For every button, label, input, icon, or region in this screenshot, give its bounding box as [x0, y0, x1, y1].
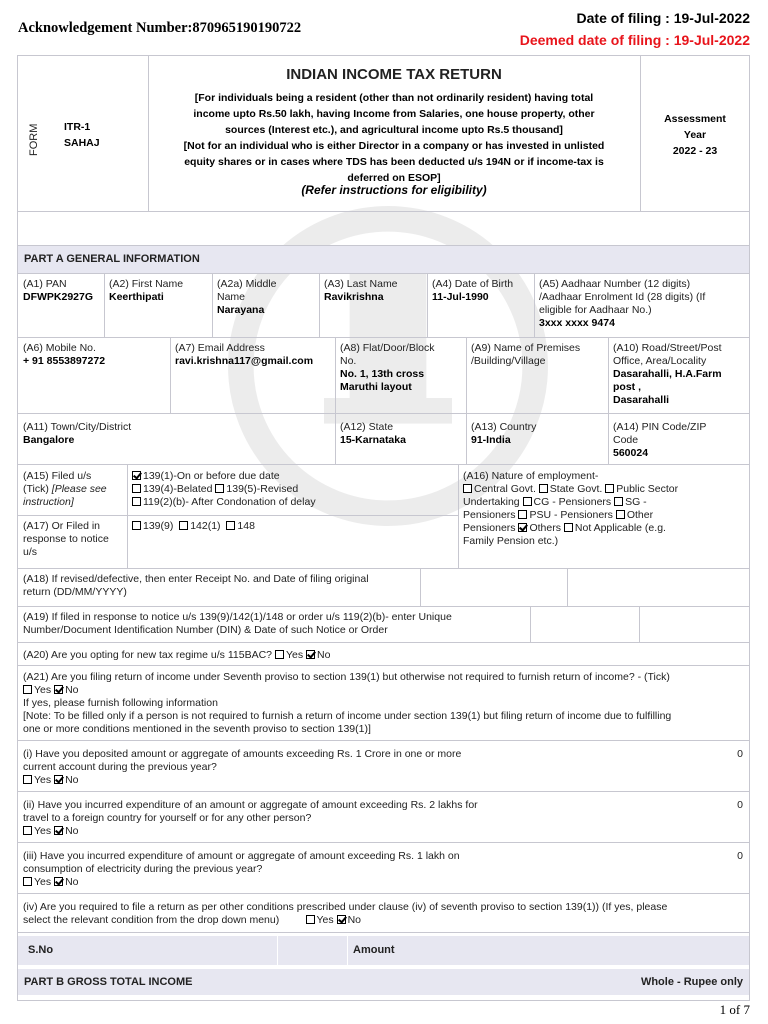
a15-label: (A15) Filed u/s (Tick) [Please see instruction] — [23, 470, 107, 508]
part-b-heading: PART B GROSS TOTAL INCOME Whole - Rupee only — [18, 969, 749, 995]
checkbox-139-1[interactable] — [132, 471, 141, 480]
checkbox-sg-pensioners[interactable] — [614, 497, 623, 506]
checkbox-public-sector[interactable] — [605, 484, 614, 493]
question-i: (i) Have you deposited amount or aggregate of amounts exceeding Rs. 1 Crore in one or more current account during the previous year? Yes No — [23, 748, 462, 786]
email-field: (A7) Email Address ravi.krishna117@gmail.com — [175, 342, 314, 367]
form-title: INDIAN INCOME TAX RETURN — [286, 66, 502, 83]
form-name: ITR-1 — [64, 121, 91, 133]
mobile-field: (A6) Mobile No. + 91 8553897272 — [23, 342, 106, 367]
question-ii: (ii) Have you incurred expenditure of an amount or aggregate of amount exceeding Rs. 2 lakhs for travel to a foreign country for yourself or for any other person? Yes No — [23, 799, 478, 837]
middle-name-field: (A2a) Middle Name Narayana — [217, 278, 277, 316]
assessment-year: Assessment Year 2022 - 23 — [664, 113, 726, 157]
checkbox-139-5[interactable] — [215, 484, 224, 493]
dob-field: (A4) Date of Birth 11-Jul-1990 — [432, 278, 514, 303]
col-amount: Amount — [353, 944, 395, 956]
checkbox-139-9[interactable] — [132, 521, 141, 530]
checkbox-other-pensioners[interactable] — [616, 510, 625, 519]
checkbox-q1-no[interactable] — [54, 775, 63, 784]
checkbox-142-1[interactable] — [179, 521, 188, 530]
part-a-heading: PART A GENERAL INFORMATION — [18, 246, 749, 273]
question-ii-value: 0 — [737, 799, 743, 811]
refer-instructions: (Refer instructions for eligibility) — [301, 183, 487, 197]
condition-table-header — [18, 936, 749, 965]
checkbox-a21-no[interactable] — [54, 685, 63, 694]
checkbox-central-govt[interactable] — [463, 484, 472, 493]
a18-field: (A18) If revised/defective, then enter Receipt No. and Date of filing original return (DD/MM/YYYY) — [23, 573, 369, 598]
a17-label: (A17) Or Filed in response to notice u/s — [23, 520, 109, 558]
checkbox-q2-no[interactable] — [54, 826, 63, 835]
acknowledgement-number: Acknowledgement Number:870965190190722 — [18, 20, 302, 36]
checkbox-psu-pensioners[interactable] — [518, 510, 527, 519]
a15-options: 139(1)-On or before due date 139(4)-Belated 139(5)-Revised 119(2)(b)- After Condonation of delay — [132, 470, 316, 509]
checkbox-q3-no[interactable] — [54, 877, 63, 886]
form-subname: SAHAJ — [64, 137, 100, 149]
checkbox-a20-no[interactable] — [306, 650, 315, 659]
flat-field: (A8) Flat/Door/Block No. No. 1, 13th cross Maruthi layout — [340, 342, 435, 393]
checkbox-q1-yes[interactable] — [23, 775, 32, 784]
checkbox-cg-pensioners[interactable] — [523, 497, 532, 506]
checkbox-a20-yes[interactable] — [275, 650, 284, 659]
date-of-filing: Date of filing : 19-Jul-2022 — [576, 10, 750, 26]
question-iii-value: 0 — [737, 850, 743, 862]
road-field: (A10) Road/Street/Post Office, Area/Locality Dasarahalli, H.A.Farm post , Dasarahalli — [613, 342, 722, 406]
checkbox-q3-yes[interactable] — [23, 877, 32, 886]
pan-field: (A1) PAN DFWPK2927G — [23, 278, 94, 303]
premises-field: (A9) Name of Premises /Building/Village — [471, 342, 581, 367]
deemed-date-of-filing: Deemed date of filing : 19-Jul-2022 — [519, 32, 750, 48]
checkbox-139-4[interactable] — [132, 484, 141, 493]
question-iv: (iv) Are you required to file a return as per other conditions prescribed under clause (iv) of seventh proviso to section 139(1)) (If yes, please select the relevant condition from the drop down menu) Yes No — [23, 901, 668, 926]
a21-field: (A21) Are you filing return of income under Seventh proviso to section 139(1) but otherwise not required to furnish return of income? - (Tick) Yes No If yes, please furnish following information [Note: To be filled only if a person is not required to furnish a return of income under section 139(1) but filing return of income due to fulfilling one or more conditions mentioned in the seventh proviso to section 139(1)] — [23, 671, 672, 735]
eligibility-text: [For individuals being a resident (other than not ordinarily resident) having total income upto Rs.50 lakh, having Income from Salaries, one house property, other sources (Interest etc.), and agricultural income upto Rs.5 thousand] [Not for an individual who is either Director in a company or has invested in unlisted equity shares or in cases where TDS has been deducted u/s 194N or if income-tax is deferred on ESOP] — [183, 92, 605, 184]
checkbox-a21-yes[interactable] — [23, 685, 32, 694]
a19-field: (A19) If filed in response to notice u/s 139(9)/142(1)/148 or order u/s 119(2)(b)- enter Unique Number/Document Identification Number (DIN) & Date of such Notice or Order — [23, 611, 452, 636]
rupee-note: Whole - Rupee only — [640, 976, 743, 988]
col-sno: S.No — [28, 944, 54, 956]
a16-nature-of-employment: (A16) Nature of employment- Central Govt. State Govt. Public Sector Undertaking CG - Pensioners SG - Pensioners PSU - Pensioners Other Pensioners Others Not Applicable (e.g. Family Pension etc.) — [463, 470, 679, 547]
checkbox-q4-no[interactable] — [337, 915, 346, 924]
state-field: (A12) State 15-Karnataka — [340, 421, 406, 446]
first-name-field: (A2) First Name Keerthipati — [109, 278, 184, 303]
checkbox-148[interactable] — [226, 521, 235, 530]
checkbox-q2-yes[interactable] — [23, 826, 32, 835]
checkbox-119-2b[interactable] — [132, 497, 141, 506]
form-label: FORM — [28, 123, 40, 156]
last-name-field: (A3) Last Name Ravikrishna — [324, 278, 398, 303]
checkbox-not-applicable[interactable] — [564, 523, 573, 532]
form-frame — [17, 55, 750, 1001]
pin-field: (A14) PIN Code/ZIP Code 560024 — [613, 421, 707, 459]
page-number: 1 of 7 — [719, 1002, 750, 1017]
checkbox-others[interactable] — [518, 523, 527, 532]
aadhaar-field: (A5) Aadhaar Number (12 digits) /Aadhaar Enrolment Id (28 digits) (If eligible for Aadhaar No.) 3xxx xxxx 9474 — [539, 278, 706, 329]
checkbox-state-govt[interactable] — [539, 484, 548, 493]
a17-options: 139(9) 142(1) 148 — [132, 520, 255, 533]
a20-field: (A20) Are you opting for new tax regime u/s 115BAC? Yes No — [23, 649, 331, 661]
country-field: (A13) Country 91-India — [471, 421, 537, 446]
checkbox-q4-yes[interactable] — [306, 915, 315, 924]
town-field: (A11) Town/City/District Bangalore — [23, 421, 132, 446]
question-iii: (iii) Have you incurred expenditure of amount or aggregate of amount exceeding Rs. 1 lakh on consumption of electricity during the previous year? Yes No — [23, 850, 460, 888]
question-i-value: 0 — [737, 748, 743, 760]
